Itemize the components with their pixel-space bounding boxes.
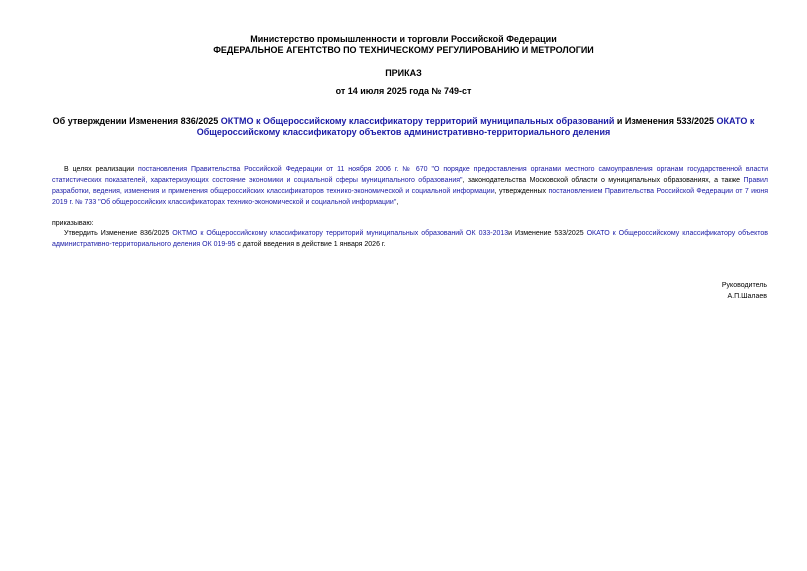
paragraph-preamble (52, 164, 768, 208)
approval-text-3: с датой введения в действие 1 января 2026 г. (235, 241, 386, 248)
approval-link-oktmo[interactable]: ОКТМО к Общероссийскому классификатору территорий муниципальных образований ОК 033-2013 (172, 230, 509, 237)
title-link-oktmo[interactable]: ОКТМО к Общероссийскому классификатору территорий муниципальных образований (220, 116, 615, 126)
preamble-link-decree-670[interactable]: постановления Правительства Российской Федерации от 11 ноября 2006 г. № 670 "О порядке предоставления органами местного самоуправления органам государственной власти статистических показателей, характеризующих состояние экономики и социальной сферы муниципального образования" (52, 166, 768, 184)
order-date: от 14 июля 2025 года № 749-ст (335, 86, 472, 96)
signature-block (722, 280, 767, 302)
paragraph-approval (52, 228, 768, 250)
preamble-text-2: , законодательства Московской области о муниципальных образованиях, а также (462, 177, 744, 184)
preamble-link-decree-733[interactable]: постановлением Правительства Российской Федерации от 7 июня 2019 г. № 733 "Об общероссийских классификаторах технико-экономической и социальной информации" (52, 188, 768, 206)
preamble-link-rules[interactable]: Правил разработки, ведения, изменения и применения общероссийских классификаторов технико-экономической и социальной информации (52, 177, 768, 195)
approval-text-1: Утвердить Изменение 836/2025 (64, 230, 173, 237)
paragraph-order-word: приказываю: (52, 220, 94, 227)
order-label: ПРИКАЗ (385, 68, 422, 78)
preamble-text-3: , утвержденных (494, 188, 549, 195)
signature-name: А.П.Шалаев (727, 293, 767, 300)
approval-text-2: и Изменение 533/2025 (508, 230, 587, 237)
approval-link-okato[interactable]: ОКАТО к Общероссийскому классификатору объектов административно-территориального деления ОК 019-95 (52, 230, 769, 248)
agency-name: ФЕДЕРАЛЬНОЕ АГЕНТСТВО ПО ТЕХНИЧЕСКОМУ РЕГУЛИРОВАНИЮ И МЕТРОЛОГИИ (213, 45, 594, 55)
title-text-1: Об утверждении Изменения 836/2025 (52, 116, 221, 126)
title-link-okato[interactable]: ОКАТО к Общероссийскому классификатору объектов административно-территориального деления (196, 116, 755, 137)
preamble-text-1: В целях реализации (64, 166, 139, 173)
ministry-name: Министерство промышленности и торговли Российской Федерации (250, 34, 557, 44)
preamble-text-4: , (396, 199, 399, 206)
document-header (40, 34, 767, 56)
title-text-2: и Изменения 533/2025 (614, 116, 717, 126)
document-title (40, 116, 767, 138)
signature-role: Руководитель (721, 282, 767, 289)
